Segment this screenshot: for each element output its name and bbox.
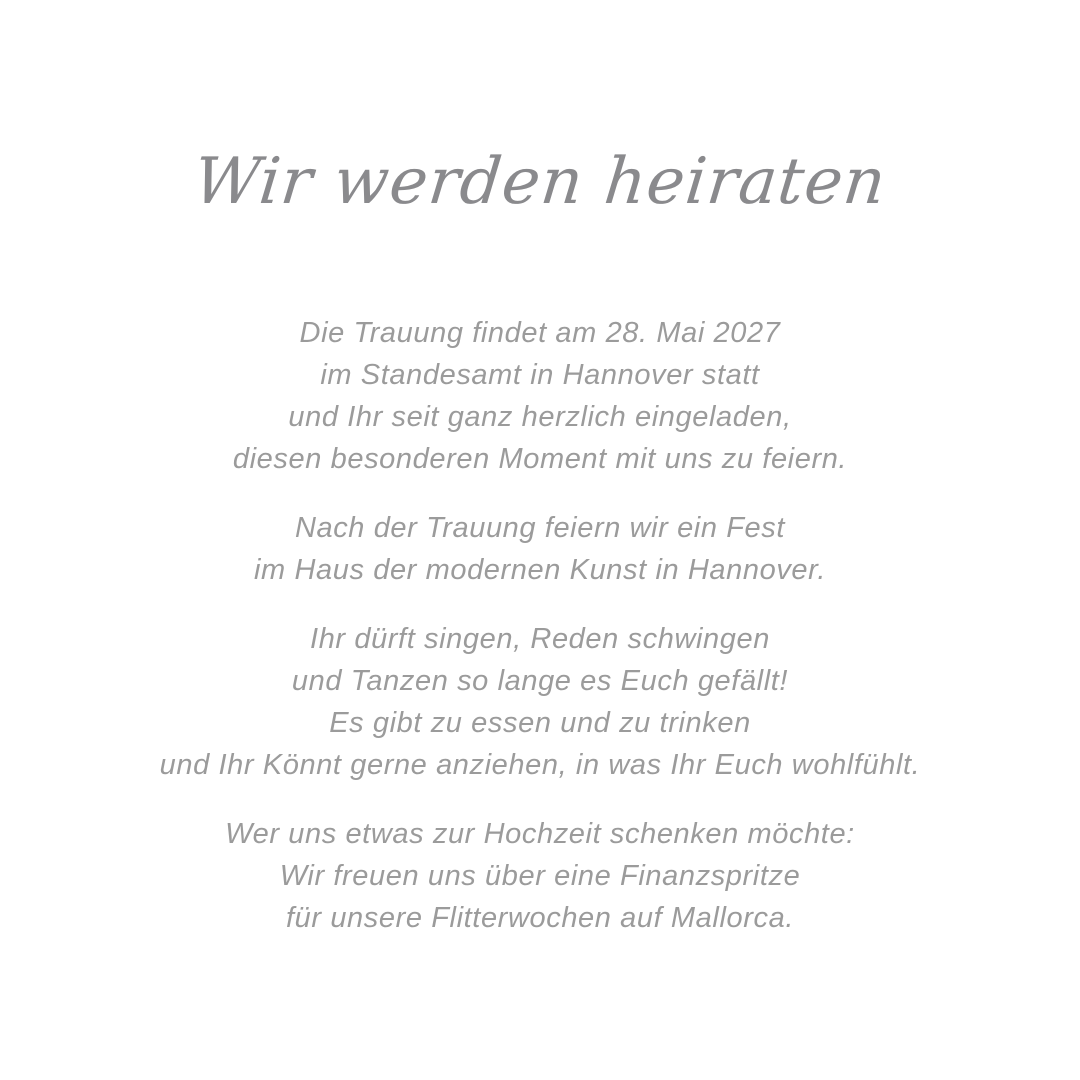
- body-line: und Tanzen so lange es Euch gefällt!: [291, 665, 789, 697]
- body-line: Es gibt zu essen und zu trinken: [329, 707, 751, 739]
- paragraph-celebration: [0, 507, 1080, 591]
- body-line: im Haus der modernen Kunst in Hannover.: [254, 554, 826, 586]
- body-line: Nach der Trauung feiern wir ein Fest: [294, 512, 786, 544]
- body-line: für unsere Flitterwochen auf Mallorca.: [286, 902, 794, 934]
- body-line: und Ihr Könnt gerne anziehen, in was Ihr Euch wohlfühlt.: [159, 749, 921, 781]
- paragraph-party-details: [0, 618, 1080, 786]
- invitation-body: [0, 312, 1080, 939]
- paragraph-ceremony: [0, 312, 1080, 480]
- body-line: Wir freuen uns über eine Finanzspritze: [279, 860, 801, 892]
- body-line: diesen besonderen Moment mit uns zu feiern.: [232, 443, 848, 475]
- body-line: und Ihr seit ganz herzlich eingeladen,: [288, 401, 792, 433]
- paragraph-gifts: [0, 813, 1080, 939]
- body-line: Wer uns etwas zur Hochzeit schenken möchte:: [225, 818, 855, 850]
- body-line: Die Trauung findet am 28. Mai 2027: [299, 317, 781, 349]
- invitation-title: Wir werden heiraten: [190, 145, 890, 219]
- body-line: Ihr dürft singen, Reden schwingen: [310, 623, 770, 655]
- body-line: im Standesamt in Hannover statt: [320, 359, 760, 391]
